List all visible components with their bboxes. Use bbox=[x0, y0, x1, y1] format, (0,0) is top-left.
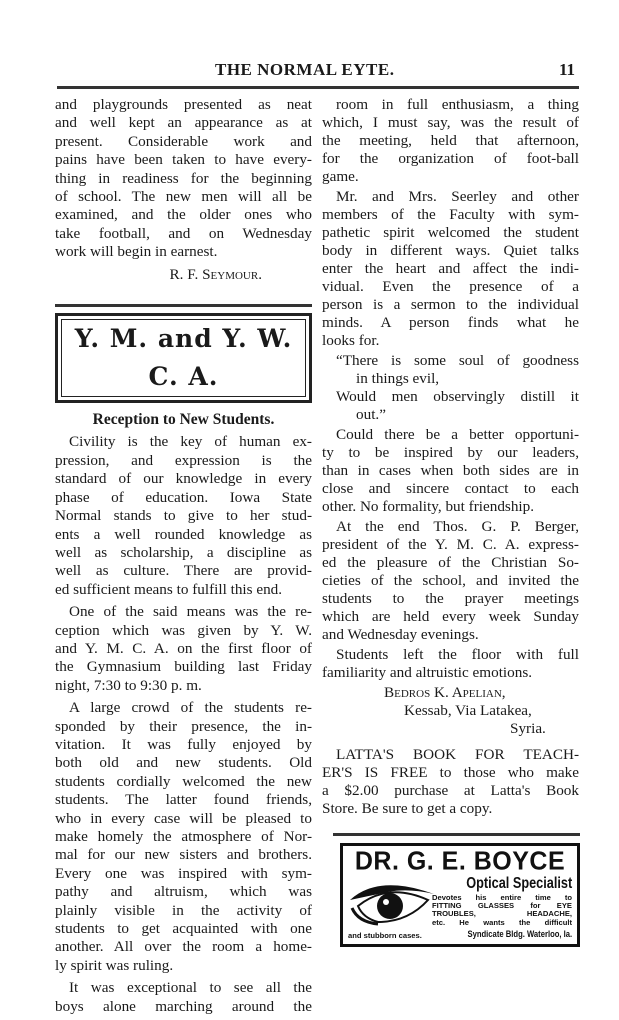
text-line: minds. A person finds what he bbox=[322, 314, 579, 331]
poem-line: Would men observingly distill it bbox=[336, 388, 579, 405]
ad-description-line: Devotes his entire time to bbox=[432, 893, 572, 902]
text-line: phase of education. Iowa State bbox=[55, 488, 312, 506]
text-line: both old and new students. Old bbox=[55, 754, 312, 772]
text-line: pathetic spirit welcomed the student bbox=[322, 224, 579, 241]
ad-specialty: Optical Specialist bbox=[466, 875, 572, 892]
text-line: ly spirit was ruling. bbox=[55, 956, 174, 974]
text-line: other. No formality, but friendship. bbox=[322, 498, 535, 515]
paragraph bbox=[322, 188, 579, 350]
separator-rule bbox=[55, 304, 312, 307]
signature-country: Syria. bbox=[510, 720, 546, 737]
text-line: examined, and the older ones who bbox=[55, 206, 312, 224]
text-line: A large crowd of the students re- bbox=[69, 699, 312, 717]
text-line: boys alone marching around the bbox=[55, 997, 312, 1015]
article-heading: Reception to New Students. bbox=[92, 411, 275, 429]
ad-description-line: TROUBLES, HEADACHE, bbox=[432, 909, 572, 919]
text-line: pression, and expression is the bbox=[55, 451, 312, 469]
paragraph bbox=[322, 646, 579, 682]
text-line: which are held every week Sunday bbox=[322, 608, 579, 625]
text-line: make homely the atmosphere of Nor- bbox=[55, 828, 312, 845]
text-line: Every one was inspired with sym- bbox=[55, 864, 312, 882]
text-line: Students left the floor with full bbox=[336, 646, 579, 663]
text-line: sponded by their presence, the in- bbox=[55, 717, 312, 735]
poem-line: out.” bbox=[356, 406, 386, 423]
ad-description bbox=[432, 894, 572, 927]
text-line: ed sufficient means to fulfill this end. bbox=[55, 580, 283, 598]
text-line: the Gymnasium building last Friday bbox=[55, 658, 312, 676]
boyce-advertisement bbox=[340, 843, 580, 947]
text-line: Mr. and Mrs. Seerley and other bbox=[336, 188, 579, 205]
text-line: Store. Be sure to get a copy. bbox=[322, 800, 493, 817]
poem-line: in things evil, bbox=[356, 370, 440, 387]
text-line: and Y. M. C. A. on the first floor of bbox=[55, 639, 312, 657]
text-line: One of the said means was the re- bbox=[69, 603, 312, 621]
text-line: night, 7:30 to 9:30 p. m. bbox=[55, 676, 202, 694]
text-line: person is a sermon to the individual bbox=[322, 296, 579, 313]
signature-place: Kessab, Via Latakea, bbox=[404, 702, 532, 719]
poem-quote bbox=[322, 352, 579, 424]
paragraph bbox=[322, 518, 579, 644]
text-line: students cordially welcomed the new bbox=[55, 772, 312, 790]
section-title-box bbox=[55, 313, 312, 403]
text-line: well as scholarship, a discipline as bbox=[55, 543, 312, 561]
text-line: vidual. Even the presence of a bbox=[322, 278, 579, 295]
text-line: At the end Thos. G. P. Berger, bbox=[336, 518, 579, 535]
text-line: room in full enthusiasm, a thing bbox=[336, 96, 579, 113]
text-line: pains have been taken to have every- bbox=[55, 151, 312, 169]
text-line: mal for our new sisters and brothers. bbox=[55, 846, 312, 864]
paragraph bbox=[55, 979, 312, 1016]
text-line: Could there be a better opportuni- bbox=[336, 426, 579, 443]
text-line: thing in readiness for the beginning bbox=[55, 169, 312, 187]
paragraph bbox=[55, 699, 312, 975]
text-line: and playgrounds presented as neat bbox=[55, 96, 312, 113]
text-line: of school. The new men will all be bbox=[55, 188, 312, 206]
poem-line: “There is some soul of goodness bbox=[336, 352, 579, 369]
text-line: members of the Faculty with sym- bbox=[322, 206, 579, 223]
text-line: enter the heart and affect the indi- bbox=[322, 260, 579, 277]
ad-description-line: FITTING GLASSES for EYE bbox=[432, 901, 572, 911]
text-line: familiarity and altruistic emotions. bbox=[322, 664, 533, 681]
text-line: game. bbox=[322, 168, 359, 185]
text-line: and Wednesday evenings. bbox=[322, 626, 479, 643]
ad-description-line: etc. He wants the difficult bbox=[432, 917, 572, 927]
paragraph bbox=[55, 603, 312, 695]
paragraph bbox=[55, 433, 312, 599]
text-line: who in every case will be pleased to bbox=[55, 809, 312, 827]
text-line: well as culture. There are provid- bbox=[55, 562, 312, 580]
ad-name: DR. G. E. BOYCE bbox=[354, 846, 566, 876]
text-line: ty to be inspired by our leaders, bbox=[322, 444, 579, 461]
text-line: vitation. It was fully enjoyed by bbox=[55, 735, 312, 753]
section-title: Y. M. and Y. W. C. A. bbox=[61, 319, 306, 397]
ad-stubborn-cases: and stubborn cases. bbox=[348, 931, 422, 940]
text-line: present. Considerable work and bbox=[55, 132, 312, 150]
text-line: and well kept an appearance as at bbox=[55, 114, 312, 132]
text-line: a $2.00 purchase at Latta's Book bbox=[322, 782, 579, 799]
intro-paragraph bbox=[55, 96, 312, 262]
text-line: the meeting, held that afternoon, bbox=[322, 132, 579, 149]
text-line: which, I must say, was the result of bbox=[322, 114, 579, 131]
text-line: for the organization of foot-ball bbox=[322, 150, 579, 167]
signature-apelian bbox=[322, 684, 579, 738]
text-line: ed the pleasure of the Christian So- bbox=[322, 554, 579, 571]
text-line: another. All over the room a home- bbox=[55, 938, 312, 956]
text-line: students to get acquainted with one bbox=[55, 920, 312, 938]
publication-title: THE NORMAL EYTE. bbox=[215, 60, 395, 79]
text-line: cieties of the school, and invited the bbox=[322, 572, 579, 589]
text-line: body in different ways. Quiet talks bbox=[322, 242, 579, 259]
left-column bbox=[55, 96, 312, 1020]
text-line: ception which was given by Y. W. bbox=[55, 621, 312, 639]
latta-notice bbox=[322, 746, 579, 818]
text-line: Normal stands to give to her stud- bbox=[55, 507, 312, 525]
text-line: LATTA'S BOOK FOR TEACH- bbox=[336, 746, 579, 763]
ad-address: Syndicate Bldg. Waterloo, Ia. bbox=[467, 929, 572, 939]
text-line: plainly visible in the activity of bbox=[55, 901, 312, 919]
text-line: Civility is the key of human ex- bbox=[69, 433, 312, 451]
signature-name: Bedros K. Apelian, bbox=[384, 684, 506, 701]
header-rule bbox=[57, 86, 579, 89]
right-column bbox=[322, 96, 579, 820]
text-line: close and sincere contact to each bbox=[322, 480, 579, 497]
paragraph bbox=[322, 96, 579, 186]
eye-icon bbox=[348, 878, 438, 928]
signature-seymour: R. F. Seymour. bbox=[169, 265, 262, 283]
paragraph bbox=[322, 426, 579, 516]
text-line: take football, and on Wednesday bbox=[55, 224, 312, 242]
text-line: ents a well rounded knowledge as bbox=[55, 525, 312, 543]
text-line: looks for. bbox=[322, 332, 380, 349]
page-header bbox=[0, 60, 619, 82]
text-line: standard of our knowledge in every bbox=[55, 470, 312, 488]
text-line: ER'S IS FREE to those who make bbox=[322, 764, 579, 781]
ad-separator-rule bbox=[333, 833, 580, 836]
page-number: 11 bbox=[559, 60, 576, 79]
text-line: It was exceptional to see all the bbox=[69, 979, 312, 997]
text-line: than in cases when both sides are in bbox=[322, 462, 579, 479]
text-line: president of the Y. M. C. A. express- bbox=[322, 536, 579, 553]
text-line: students. The latter found friends, bbox=[55, 791, 312, 809]
text-line: pathy and altruism, which was bbox=[55, 883, 312, 901]
text-line: work will begin in earnest. bbox=[55, 243, 218, 261]
text-line: students to the prayer meetings bbox=[322, 590, 579, 607]
